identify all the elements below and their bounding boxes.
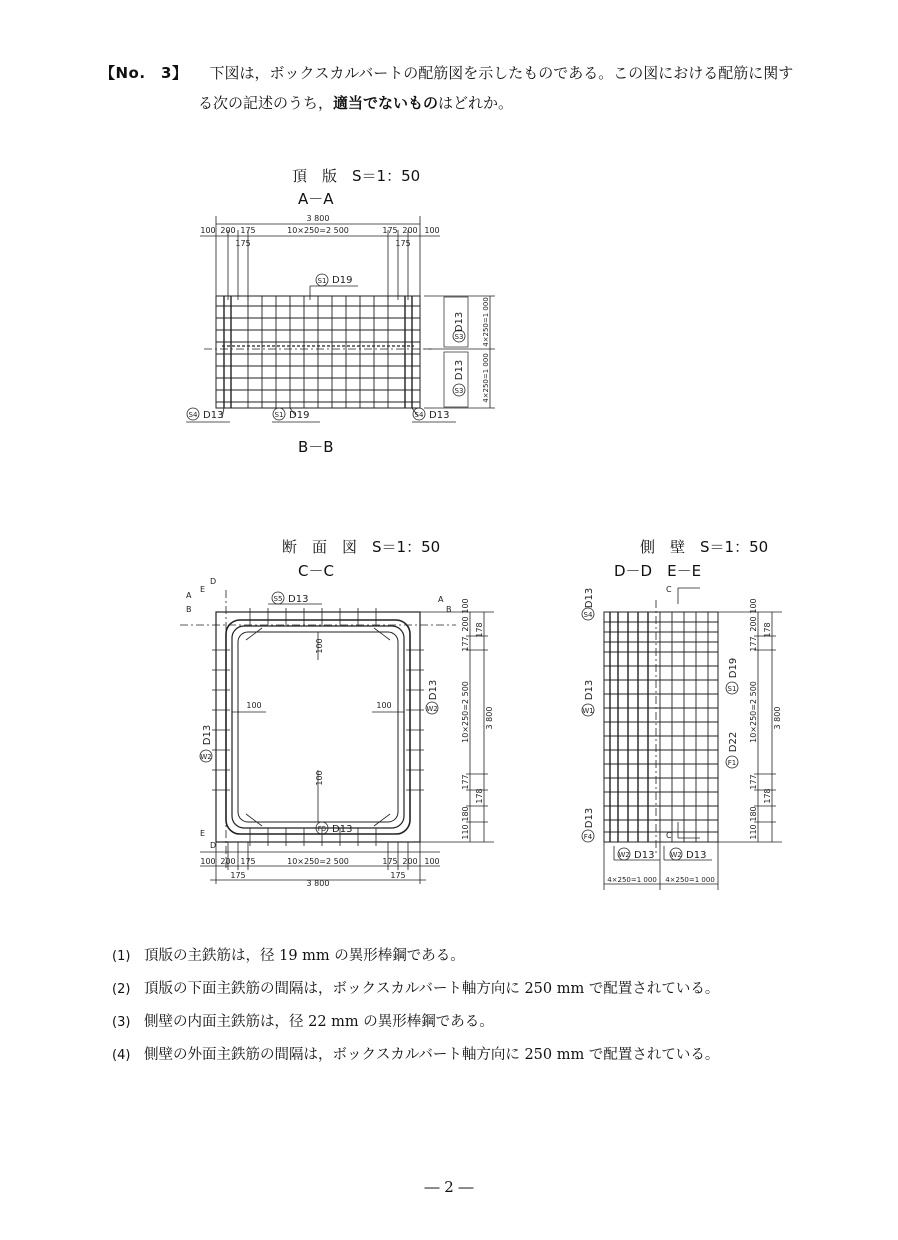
side-rdim-5: 177	[749, 774, 758, 790]
side-rdim-8: 110	[749, 824, 758, 840]
side-rdim-3: 177	[749, 636, 758, 652]
mark-s3-lower: S3	[454, 387, 464, 395]
cut-c-bottom: C	[666, 831, 672, 840]
cross-section-drawing	[180, 590, 494, 884]
label-w2-left: D13	[202, 724, 213, 746]
cross-dim-3: 10×250=2 500	[287, 857, 349, 866]
label-f5: D13	[332, 824, 353, 835]
label-s5: D13	[288, 594, 309, 605]
top-dim-1: 200	[220, 226, 236, 235]
top-slab-title: 頂 版 S＝1：50	[292, 167, 421, 185]
cut-a-left: A	[186, 591, 192, 600]
cross-dim-5: 200	[402, 857, 418, 866]
cross-rdim-3: 177	[461, 636, 470, 652]
top-dim-2: 175	[240, 226, 256, 235]
top-dim-total: 3 800	[306, 214, 330, 223]
cut-d-top: D	[210, 577, 217, 586]
label-f4-side: D13	[584, 807, 595, 829]
mark-f4-side: F4	[583, 833, 593, 841]
question-text-line2: る次の記述のうち，適当でないものはどれか。	[198, 94, 514, 112]
mark-w2-side-a: W2	[618, 851, 630, 859]
cross-rdim-4: 10×250=2 500	[461, 681, 470, 743]
emphasis-not-appropriate: 適当でないもの	[333, 94, 439, 112]
label-s1-side: D19	[728, 657, 739, 679]
cross-dim-1: 200	[220, 857, 236, 866]
cut-b-left: B	[186, 605, 192, 614]
mark-f5: F5	[317, 825, 327, 833]
question-text-line1: 下図は，ボックスカルバートの配筋図を示したものである。この図における配筋に関す	[209, 64, 794, 82]
top-right-dim-upper: 4×250=1 000	[482, 297, 490, 347]
mark-s1-side: S1	[727, 685, 737, 693]
top-dim-175-left: 175	[235, 239, 251, 248]
top-slab-section-aa: A－A	[298, 190, 334, 208]
label-s4-right: D13	[429, 410, 450, 421]
cross-rdim-0: 100	[461, 598, 470, 614]
page-number: ― 2 ―	[424, 1178, 474, 1196]
cross-rdim-1: 200	[461, 616, 470, 632]
top-dim-5: 200	[402, 226, 418, 235]
cut-e-bottom: E	[200, 829, 206, 838]
side-bdim-0: 4×250=1 000	[607, 876, 657, 884]
option-4[interactable]: (4) 側壁の外面主鉄筋の間隔は，ボックスカルバート軸方向に 250 mm で配置されている。	[112, 1047, 720, 1063]
label-w1-side: D13	[584, 679, 595, 701]
side-wall-sections: D－D E－E	[614, 562, 702, 580]
top-dim-0: 100	[200, 226, 216, 235]
side-wall-dimensions	[607, 598, 782, 884]
cross-dim-4: 175	[382, 857, 398, 866]
label-w2-side-a: D13	[634, 850, 655, 861]
mark-s1-top: S1	[317, 277, 327, 285]
side-rdim-total: 3 800	[773, 706, 782, 730]
mark-s1-bottom: S1	[274, 411, 284, 419]
dim-100-bottom: 100	[315, 770, 324, 786]
top-dim-175-right: 175	[395, 239, 411, 248]
dim-100-top: 100	[315, 638, 324, 654]
mark-w2-right: W2	[426, 705, 438, 713]
label-f1-side: D22	[728, 731, 739, 753]
side-rdim-7: 180	[749, 806, 758, 822]
mark-w2-side-b: W2	[670, 851, 682, 859]
cross-dim-6: 100	[424, 857, 440, 866]
cut-d-bottom: D	[210, 841, 217, 850]
cross-dim-2: 175	[240, 857, 256, 866]
top-slab-plan	[186, 216, 495, 422]
cross-rdim-8: 110	[461, 824, 470, 840]
label-s3-upper: D13	[454, 311, 465, 333]
top-right-dim-lower: 4×250=1 000	[482, 353, 490, 403]
label-w2-side-b: D13	[686, 850, 707, 861]
mark-s4-left: S4	[188, 411, 198, 419]
dim-100-left: 100	[246, 701, 262, 710]
cross-dim-175-l: 175	[230, 871, 246, 880]
top-dim-6: 100	[424, 226, 440, 235]
option-2[interactable]: (2) 頂版の下面主鉄筋の間隔は，ボックスカルバート軸方向に 250 mm で配置されている。	[112, 981, 720, 997]
cut-e-top: E	[200, 585, 206, 594]
top-dim-3: 10×250=2 500	[287, 226, 349, 235]
answer-options	[112, 940, 812, 1072]
mark-w1-side: W1	[582, 707, 594, 715]
side-wall-title: 側 壁 S＝1：50	[640, 538, 769, 556]
top-slab-dimensions	[200, 214, 439, 248]
dim-100-right: 100	[376, 701, 392, 710]
label-s4-left: D13	[203, 410, 224, 421]
label-s3-lower: D13	[454, 359, 465, 381]
label-s4-side: D13	[584, 587, 595, 609]
cross-dim-175-r: 175	[390, 871, 406, 880]
cross-dim-0: 100	[200, 857, 216, 866]
cross-rdim-5: 177	[461, 774, 470, 790]
cross-section-dimensions	[200, 598, 494, 888]
option-3[interactable]: (3) 側壁の内面主鉄筋は，径 22 mm の異形棒鋼である。	[112, 1014, 494, 1030]
mark-s5: S5	[273, 595, 283, 603]
cross-section-title: 断 面 図 S＝1：50	[282, 538, 441, 556]
top-slab-section-bb: B－B	[298, 438, 334, 456]
label-s1-bottom: D19	[289, 410, 310, 421]
cut-a-right: A	[438, 595, 444, 604]
mark-s4-side: S4	[583, 611, 593, 619]
cut-c-top: C	[666, 585, 672, 594]
top-dim-4: 175	[382, 226, 398, 235]
option-1[interactable]: (1) 頂版の主鉄筋は，径 19 mm の異形棒鋼である。	[112, 948, 465, 964]
label-s1-top: D19	[332, 275, 353, 286]
cut-b-right: B	[446, 605, 452, 614]
cross-section-cc: C－C	[298, 562, 334, 580]
side-bdim-1: 4×250=1 000	[665, 876, 715, 884]
mark-w2-left: W2	[200, 753, 212, 761]
mark-s3-upper: S3	[454, 333, 464, 341]
side-rdim-0: 100	[749, 598, 758, 614]
cross-rdim-2: 178	[475, 622, 484, 638]
side-rdim-1: 200	[749, 616, 758, 632]
mark-s4-right: S4	[414, 411, 424, 419]
side-rdim-2: 178	[763, 622, 772, 638]
mark-f1-side: F1	[727, 759, 737, 767]
cross-dim-total: 3 800	[306, 879, 330, 888]
cross-rdim-7: 180	[461, 806, 470, 822]
side-rdim-4: 10×250=2 500	[749, 681, 758, 743]
label-w2-right: D13	[428, 679, 439, 701]
cross-rdim-6: 178	[475, 788, 484, 804]
question-number: 【No. 3】	[100, 64, 188, 82]
side-rdim-6: 178	[763, 788, 772, 804]
cross-rdim-total: 3 800	[485, 706, 494, 730]
